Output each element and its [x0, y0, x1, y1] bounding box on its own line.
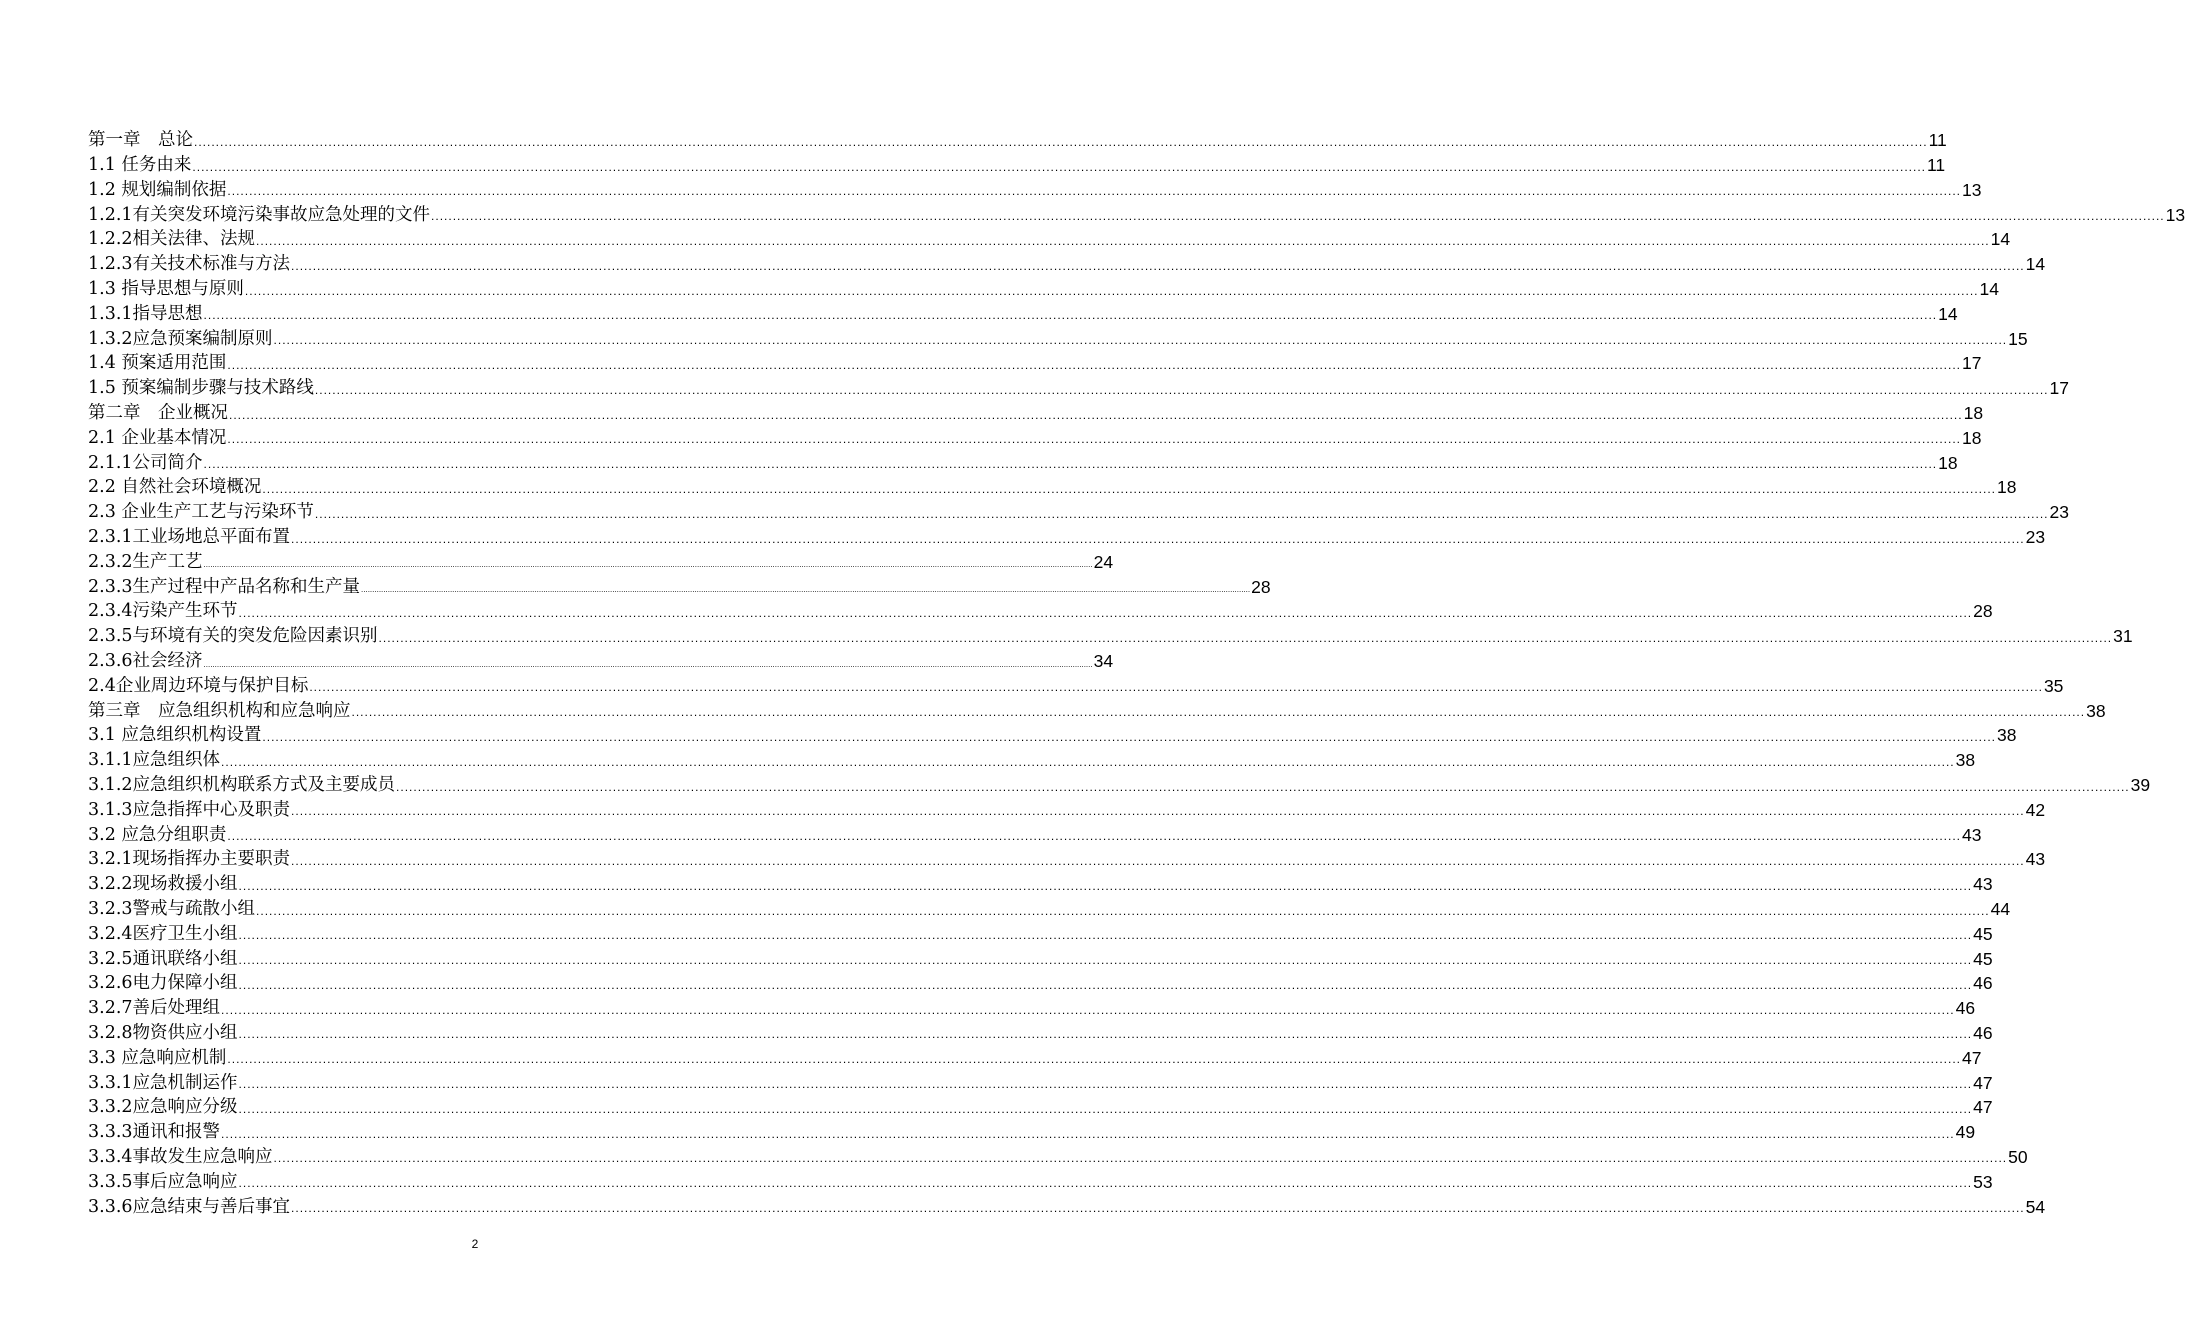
toc-entry-page-number: 47	[1973, 1072, 1993, 1093]
toc-entry[interactable]	[88, 150, 1946, 176]
toc-dot-leader: ................................................................................................................................................................................................................................................................................................................................................................................................................	[221, 754, 1955, 769]
toc-entry[interactable]	[88, 224, 2011, 250]
toc-entry-page-number: 43	[2025, 849, 2046, 870]
toc-entry-page-number: 14	[1938, 303, 1958, 324]
toc-dot-leader: ................................................................................................................................................................................................................................................................................................................................................................................................................	[256, 903, 1990, 918]
toc-entry-title: 3.1.3应急指挥中心及职责	[88, 799, 291, 820]
toc-dot-leader: ................................................................................................................................................................................................................................................................................................................................................................................................................	[238, 928, 1973, 943]
toc-dot-leader: ................................................................................................................................................................................................................................................................................................................................................................................................................	[291, 804, 2025, 819]
toc-dot-leader: ................................................................................................................................................................................................................................................................................................................................................................................................................	[291, 531, 2025, 546]
toc-dot-leader: ................................................................................................................................................................................................................................................................................................................................................................................................................	[238, 605, 1973, 620]
toc-entry[interactable]	[88, 1042, 1982, 1068]
toc-entry-title: 3.3.2应急响应分级	[88, 1097, 238, 1118]
toc-entry-title: 1.3.1指导思想	[88, 303, 203, 324]
toc-entry[interactable]	[88, 596, 1993, 622]
toc-entry-title: 3.2 应急分组职责	[88, 824, 227, 845]
toc-entry-page-number: 35	[2043, 675, 2064, 696]
toc-entry-title: 2.3.2生产工艺	[88, 551, 203, 572]
toc-entry-title: 1.3 指导思想与原则	[88, 279, 244, 300]
toc-entry-page-number: 14	[1990, 229, 2011, 250]
toc-entry-title: 2.1 企业基本情况	[88, 427, 227, 448]
toc-dot-leader: ................................................................................................................................................................................................................................................................................................................................................................................................................	[194, 134, 1928, 149]
toc-entry[interactable]	[88, 1166, 1993, 1192]
toc-entry-page-number: 28	[1973, 601, 1993, 622]
toc-entry[interactable]	[88, 1142, 2028, 1167]
toc-entry-title: 3.1.1应急组织体	[88, 750, 221, 771]
toc-entry-title: 1.1 任务由来	[88, 155, 192, 176]
toc-entry-title: 1.3.2应急预案编制原则	[88, 328, 273, 349]
toc-entry-page-number: 53	[1973, 1171, 1993, 1192]
toc-entry[interactable]	[88, 943, 1993, 969]
toc-dot-leader: ................................................................................................................................................................................................................................................................................................................................................................................................................	[227, 432, 1961, 447]
toc-entry-page-number: 18	[1938, 452, 1958, 473]
toc-entry-page-number: 43	[1962, 824, 1982, 845]
toc-entry[interactable]	[88, 398, 1984, 424]
toc-entry-page-number: 17	[2049, 378, 2069, 399]
toc-dot-leader: ................................................................................................................................................................................................................................................................................................................................................................................................................	[238, 1027, 1973, 1042]
table-of-contents	[88, 125, 2185, 1217]
toc-entry-page-number: 38	[1997, 725, 2017, 746]
toc-entry-title: 2.3.6社会经济	[88, 651, 203, 672]
toc-entry-page-number: 47	[1962, 1047, 1982, 1068]
toc-entry-page-number: 54	[2025, 1196, 2046, 1217]
toc-entry-title: 2.4企业周边环境与保护目标	[88, 675, 309, 696]
toc-dot-leader: ................................................................................................................................................................................................................................................................................................................................................................................................................	[314, 506, 2049, 521]
toc-entry-title: 3.3.4事故发生应急响应	[88, 1146, 273, 1167]
toc-entry-title: 3.2.8物资供应小组	[88, 1022, 238, 1043]
toc-entry-page-number: 13	[2165, 204, 2185, 225]
toc-entry-title: 第三章 应急组织机构和应急响应	[88, 700, 351, 721]
toc-entry[interactable]	[88, 423, 1982, 448]
toc-dot-leader: ................................................................................................................................................................................................................................................................................................................................................................................................................	[238, 953, 1973, 968]
toc-entry-page-number: 39	[2130, 775, 2151, 796]
toc-dot-leader: ................................................................................................................................................................................................................................................................................................................................................................................................................	[238, 1176, 1973, 1191]
toc-entry-title: 3.3.3通讯和报警	[88, 1122, 221, 1143]
toc-entry-page-number: 47	[1973, 1097, 1993, 1118]
toc-dot-leader: ................................................................................................................................................................................................................................................................................................................................................................................................................	[378, 630, 2113, 645]
toc-dot-leader: ................................................................................................................................................................................................................................................................................................................................................................................................................	[291, 1201, 2025, 1216]
toc-entry-title: 1.2.1有关突发环境污染事故应急处理的文件	[88, 204, 431, 225]
toc-dot-leader: ................................................................................................................................................................................................................................................................................................................................................................................................................	[221, 1002, 1955, 1017]
toc-entry-title: 第一章 总论	[88, 130, 193, 151]
toc-entry-title: 2.3.1工业场地总平面布置	[88, 527, 291, 548]
toc-entry-title: 3.1 应急组织机构设置	[88, 725, 262, 746]
toc-entry-page-number: 46	[1973, 1022, 1993, 1043]
toc-entry-title: 2.1.1公司简介	[88, 452, 203, 473]
toc-entry[interactable]	[88, 720, 2017, 746]
toc-entry-title: 1.5 预案编制步骤与技术路线	[88, 378, 314, 399]
toc-entry-page-number: 14	[2025, 254, 2046, 275]
toc-entry[interactable]	[88, 671, 2064, 696]
toc-entry-page-number: 38	[2086, 700, 2106, 721]
toc-dot-leader: ................................................................................................................................................................................................................................................................................................................................................................................................................	[238, 1077, 1973, 1092]
toc-entry[interactable]	[88, 795, 2046, 820]
toc-entry-page-number: 15	[2008, 328, 2028, 349]
toc-entry[interactable]	[88, 447, 1958, 473]
toc-entry-title: 3.2.6电力保障小组	[88, 973, 238, 994]
toc-dot-leader: ................................................................................................................................................................................................................................................................................................................................................................................................................	[291, 853, 2025, 868]
toc-entry-title: 1.2.2相关法律、法规	[88, 229, 256, 250]
toc-entry-page-number: 44	[1990, 899, 2011, 919]
toc-entry-title: 2.3.5与环境有关的突发危险因素识别	[88, 626, 378, 647]
toc-entry[interactable]	[88, 968, 1993, 994]
toc-dot-leader: ................................................................................................................................................................................................................................................................................................................................................................................................................	[256, 233, 1990, 248]
toc-dot-leader: ................................................................................................................................................................................................................................................................................................................................................................................................................	[262, 481, 1996, 496]
toc-entry-title: 1.4 预案适用范围	[88, 353, 227, 374]
toc-entry[interactable]	[88, 373, 2069, 399]
toc-entry-title: 3.2.3警戒与疏散小组	[88, 899, 256, 919]
toc-entry[interactable]	[88, 1018, 1993, 1043]
toc-entry[interactable]	[88, 125, 1947, 151]
toc-dot-leader: ................................................................................................................................................................................................................................................................................................................................................................................................................	[262, 729, 1996, 744]
toc-entry-page-number: 46	[1973, 973, 1993, 994]
toc-dot-leader: ................................................................................................................................................................................................................................................................................................................................................................................................................	[273, 1151, 2008, 1166]
toc-dot-leader: ................................................................................................................................................................................................................................................................................................................................................................................................................	[227, 184, 1961, 199]
toc-entry[interactable]	[88, 894, 2011, 919]
toc-entry[interactable]	[88, 547, 1114, 572]
toc-entry-page-number: 18	[1997, 477, 2017, 498]
toc-entry-page-number: 42	[2025, 799, 2046, 820]
toc-dot-leader: ................................................................................................................................................................................................................................................................................................................................................................................................................	[431, 209, 2165, 224]
toc-entry[interactable]	[88, 472, 2017, 498]
toc-dot-leader: ................................................................................................................................................................................................................................................................................................................................................................................................................	[227, 357, 1961, 372]
toc-entry-page-number: 45	[1973, 923, 1993, 944]
toc-entry[interactable]	[88, 819, 1982, 845]
toc-entry[interactable]	[88, 695, 2106, 721]
toc-entry-page-number: 17	[1962, 353, 1982, 374]
toc-dot-leader: ................................................................................................................................................................................................................................................................................................................................................................................................................	[238, 977, 1973, 992]
toc-entry[interactable]	[88, 919, 1993, 944]
toc-entry-title: 2.3 企业生产工艺与污染环节	[88, 502, 314, 523]
toc-entry-page-number: 13	[1962, 179, 1982, 200]
toc-entry-title: 3.2.4医疗卫生小组	[88, 923, 238, 944]
toc-dot-leader: ................................................................................................................................................................................................................................................................................................................................................................................................................	[314, 382, 2049, 397]
toc-entry-title: 3.3.6应急结束与善后事宜	[88, 1196, 291, 1217]
toc-entry[interactable]	[88, 770, 2151, 796]
toc-entry-title: 第二章 企业概况	[88, 403, 228, 424]
toc-dot-leader: ................................................................................................................................................................................................................................................................................................................................................................................................................	[203, 659, 1093, 669]
toc-entry-title: 3.2.5通讯联络小组	[88, 948, 238, 969]
toc-entry-page-number: 46	[1955, 998, 1976, 1019]
toc-entry[interactable]	[88, 1191, 2046, 1217]
toc-entry-page-number: 28	[1251, 576, 1271, 597]
toc-entry-page-number: 50	[2008, 1146, 2028, 1167]
toc-entry-page-number: 23	[2025, 527, 2046, 548]
toc-dot-leader: ................................................................................................................................................................................................................................................................................................................................................................................................................	[227, 1052, 1961, 1067]
toc-entry-title: 3.2.1现场指挥办主要职责	[88, 849, 291, 870]
toc-entry[interactable]	[88, 199, 2185, 225]
toc-entry[interactable]	[88, 299, 1958, 324]
toc-dot-leader: ................................................................................................................................................................................................................................................................................................................................................................................................................	[361, 585, 1251, 595]
toc-entry-title: 3.2.2现场救援小组	[88, 874, 238, 895]
toc-dot-leader: ................................................................................................................................................................................................................................................................................................................................................................................................................	[238, 1101, 1973, 1116]
toc-entry[interactable]	[88, 621, 2133, 647]
toc-entry-page-number: 14	[1979, 279, 1999, 300]
toc-dot-leader: ................................................................................................................................................................................................................................................................................................................................................................................................................	[291, 258, 2025, 273]
toc-dot-leader: ................................................................................................................................................................................................................................................................................................................................................................................................................	[227, 829, 1961, 844]
toc-entry-page-number: 31	[2113, 626, 2133, 647]
toc-entry-title: 3.3 应急响应机制	[88, 1047, 227, 1068]
toc-dot-leader: ................................................................................................................................................................................................................................................................................................................................................................................................................	[351, 705, 2086, 720]
toc-dot-leader: ................................................................................................................................................................................................................................................................................................................................................................................................................	[244, 283, 1979, 298]
toc-entry[interactable]	[88, 1117, 1976, 1143]
toc-entry[interactable]	[88, 646, 1114, 672]
toc-entry-page-number: 45	[1973, 948, 1993, 969]
toc-entry-page-number: 11	[1928, 130, 1947, 151]
toc-entry[interactable]	[88, 993, 1976, 1019]
toc-entry-title: 1.2.3有关技术标准与方法	[88, 254, 291, 275]
toc-entry-title: 2.2 自然社会环境概况	[88, 477, 262, 498]
toc-entry-title: 3.2.7善后处理组	[88, 998, 221, 1019]
toc-entry-title: 3.1.2应急组织机构联系方式及主要成员	[88, 775, 396, 796]
toc-entry-page-number: 38	[1955, 750, 1976, 771]
toc-dot-leader: ................................................................................................................................................................................................................................................................................................................................................................................................................	[192, 159, 1926, 174]
toc-dot-leader: ................................................................................................................................................................................................................................................................................................................................................................................................................	[273, 333, 2008, 348]
toc-entry[interactable]	[88, 348, 1982, 374]
toc-entry-page-number: 43	[1973, 874, 1993, 895]
toc-entry-title: 3.3.5事后应急响应	[88, 1171, 238, 1192]
toc-entry-title: 1.2 规划编制依据	[88, 179, 227, 200]
toc-entry[interactable]	[88, 522, 2046, 548]
toc-dot-leader: ................................................................................................................................................................................................................................................................................................................................................................................................................	[221, 1126, 1955, 1141]
toc-entry[interactable]	[88, 844, 2046, 870]
toc-dot-leader: ................................................................................................................................................................................................................................................................................................................................................................................................................	[203, 560, 1093, 570]
toc-dot-leader: ................................................................................................................................................................................................................................................................................................................................................................................................................	[229, 407, 1963, 422]
toc-entry[interactable]	[88, 249, 2046, 275]
toc-entry[interactable]	[88, 274, 1999, 300]
toc-entry[interactable]	[88, 571, 1271, 597]
toc-entry[interactable]	[88, 869, 1993, 895]
toc-entry-page-number: 11	[1927, 155, 1946, 176]
toc-entry-page-number: 23	[2049, 502, 2069, 523]
toc-entry-title: 2.3.3生产过程中产品名称和生产量	[88, 576, 361, 597]
toc-dot-leader: ................................................................................................................................................................................................................................................................................................................................................................................................................	[203, 308, 1938, 323]
toc-entry-title: 3.3.1应急机制运作	[88, 1072, 238, 1093]
toc-entry-page-number: 18	[1962, 427, 1982, 448]
toc-dot-leader: ................................................................................................................................................................................................................................................................................................................................................................................................................	[396, 779, 2130, 794]
toc-entry[interactable]	[88, 323, 2028, 349]
toc-entry-title: 2.3.4污染产生环节	[88, 601, 238, 622]
page-number: 2	[471, 1237, 479, 1251]
toc-dot-leader: ................................................................................................................................................................................................................................................................................................................................................................................................................	[309, 680, 2043, 695]
toc-entry[interactable]	[88, 1092, 1993, 1118]
toc-entry[interactable]	[88, 1067, 1993, 1093]
toc-entry-page-number: 49	[1955, 1122, 1976, 1143]
toc-entry[interactable]	[88, 497, 2069, 523]
toc-dot-leader: ................................................................................................................................................................................................................................................................................................................................................................................................................	[203, 457, 1938, 472]
toc-entry[interactable]	[88, 175, 1982, 200]
toc-entry[interactable]	[88, 745, 1976, 771]
toc-entry-page-number: 24	[1093, 551, 1114, 572]
toc-dot-leader: ................................................................................................................................................................................................................................................................................................................................................................................................................	[238, 878, 1973, 893]
toc-entry-page-number: 18	[1963, 403, 1984, 424]
toc-entry-page-number: 34	[1093, 651, 1114, 672]
